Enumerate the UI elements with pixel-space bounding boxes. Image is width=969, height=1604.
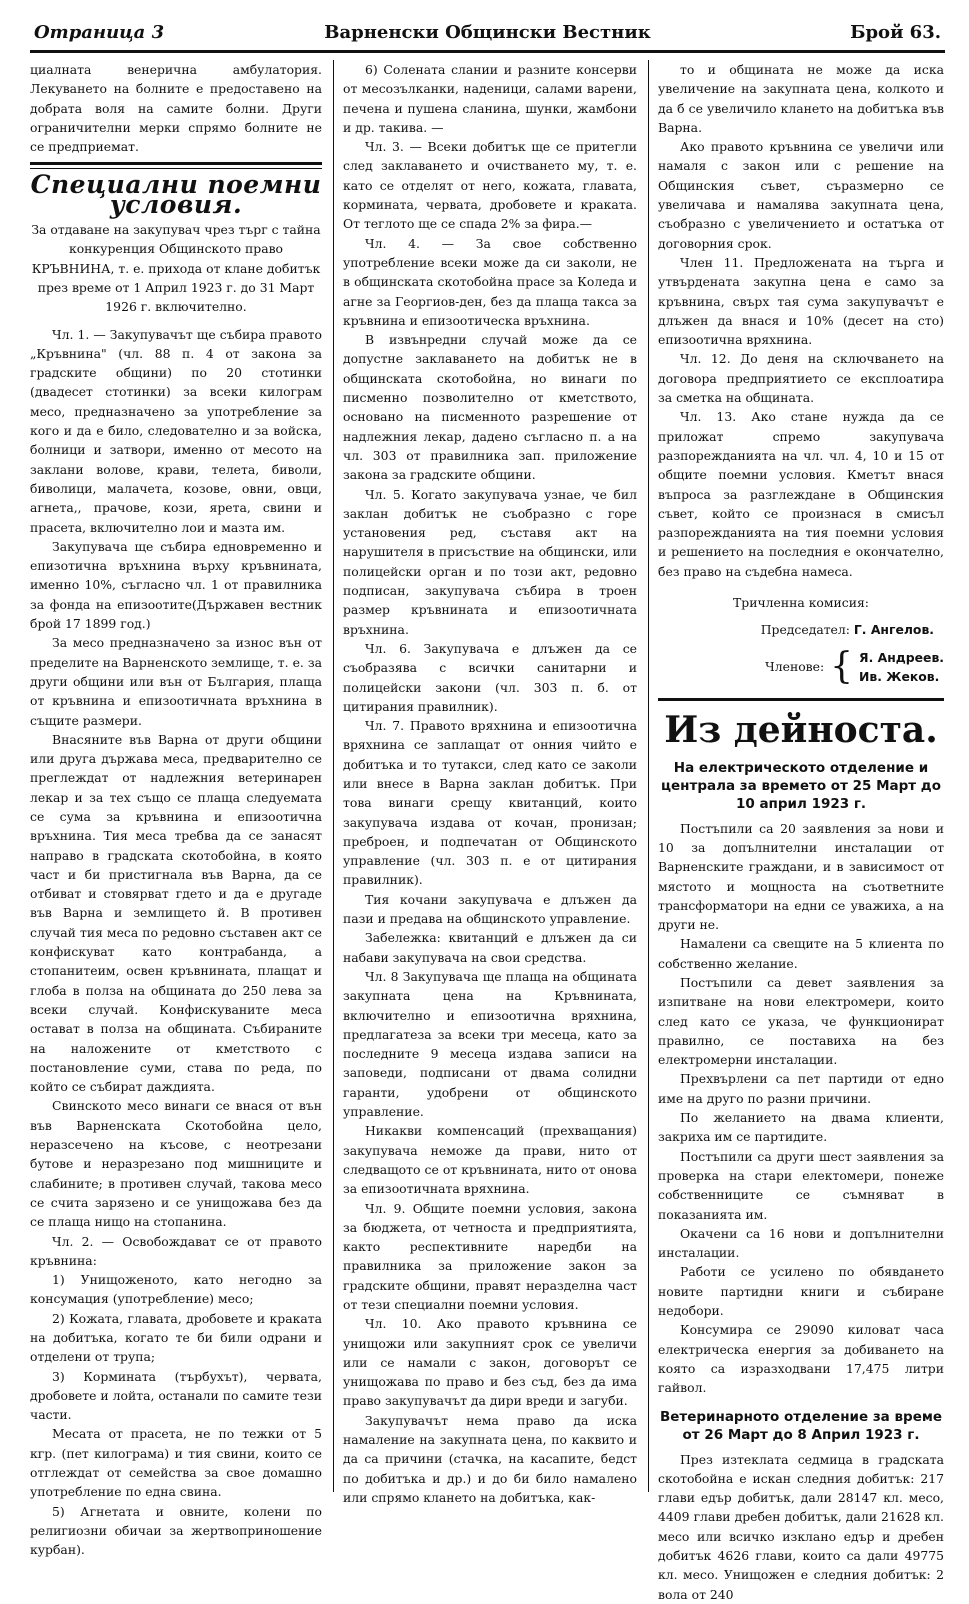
paragraph: Работи се усилено по обявдането новите партидни книги и събиране недобори. (658, 1264, 944, 1319)
section-divider (30, 168, 322, 169)
paragraph: Чл. 3. — Всеки добитък ще се притегли след заклаването и очистването му, т. е. като се отделят от него, кожата, главата, кормината, червата, дробовете и краката. От теглото ще се спада 2% за фира.— (343, 139, 637, 232)
commission-chairman (658, 620, 944, 639)
paragraph: Чл. 6. Закупувача е длъжен да се съобразява с всички санитарни и полицейски закони (чл. 303 п. б. от цитирания правилник). (343, 640, 637, 714)
paragraph: Закупувача ще събира едновременно и епизотична връхнина върху кръвнината, именно 10%, съгласно чл. 1 от правилника за фонда на епизоотите(Държавен вестник брой 17 1899 год.) (30, 538, 322, 632)
chairman-name: Г. Ангелов. (853, 622, 934, 638)
commission-title: Тричленна комисия: (733, 595, 869, 611)
note-paragraph: Забележка: квитанций е длъжен да си набави закупувача на свои средства. (343, 930, 637, 965)
paragraph: то и общината не може да иска увеличение на закупната цена, колкото и да б се увеличило клането на добитъка във Варна. (658, 62, 944, 135)
paragraph: 2) Кожата, главата, дробовете и краката на добитъка, когато те би били одрани и отделени от трупа; (30, 1310, 322, 1365)
paragraph: 3) Корминатa (търбухът), червата, дробовете и лойта, останали по самите тези части. (30, 1368, 322, 1423)
paragraph: Чл. 8 Закупувача ще плаща на общината закупната цена на Кръвнината, включително и епизоотична вряхнина, предлагатеза за всеки три месеца, като за последните 9 месеца издава записи на заповеди, подписани от двама солидни гаранти, удобрени от общинското управление. (343, 968, 637, 1120)
page-number: Отраница 3 (34, 22, 165, 43)
section-title: Из дейноста. (664, 708, 938, 751)
paragraph: Чл. 10. Ако правото кръвнина се унищожи или закупният срок се увеличи или се намали с закон, договорът се унищожава по право и без съд, без да има право закупувачът да дири вреди и загуби. (343, 1316, 637, 1409)
paragraph: Тия кочани закупувача е длъжен да пази и предава на общинското управление. (343, 891, 637, 927)
section-heading: Специални поемни условия. (30, 170, 322, 219)
subsection-title: Ветеринарното отделение за време от 26 Март до 8 Април 1923 г. (659, 1408, 943, 1443)
commission-members (658, 645, 944, 687)
paragraph: Внасяните във Варна от други общини или друга държава меса, предварително се преглеждат от надлежния ветеринарен лекар и за тех също се плаща следуемата се сума за кръвнина и епизоотична връхнина. Тия меса требва да се занасят направо в градската скотобойна, в която част и би пристигнала във Варна, да се отбиват и стовярват гдето и да е другаде във Варна и землището й. В противен случай тия меса по редовно съставен акт се конфискуват като контрабанда, а стопанитеим, освен кръвнината, плащат и глоба в полза на общината до 250 лева за всеки случай. Конфискуваните меса остават в полза на общината. Събираните на наложените от кметството с постановление суми, става по реда, по който се събират даждията. (30, 731, 322, 1095)
member-name: Ив. Жеков. (859, 668, 940, 684)
paragraph: Чл. 13. Ако стане нужда да се приложат спремо закупувача разпорежданията на чл. чл. 4, 10 и 15 от общите поемни условия. Кметът внася въпроса за разглеждане в Общинския съвет, който се произнася в смисъл разпорежданията на тия поемни условия и решението на последния е окончателно, без право на съдебна намеса. (658, 409, 944, 579)
paragraph: 5) Агнетата и овните, колени по религиозни обичаи за жертвоприношение курбан). (30, 1503, 322, 1558)
issue-number: Брой 63. (850, 22, 941, 43)
paragraph: През изтеклата седмица в градската скотобойна е искан следния добитък: 217 глави едър добитък, дали 28147 кл. месо, 4409 глави дребен добитък, дали 21628 кл. месо или всичко изклано едър и дребен добитък 4626 глави, които са дали 49775 кл. месо. Унищожен е следния добитък: 2 вола от 240 (658, 1451, 944, 1602)
members-label: Членове: (765, 658, 825, 674)
column-divider (648, 60, 649, 1492)
paragraph: За месо предназначено за износ вън от пределите на Варненското землище, т. е. за други общини или вън от България, плаща от кръвнина и епизоотичната връхнина в същите размери. (30, 635, 322, 728)
column-divider (333, 60, 334, 1492)
paragraph: Чл. 9. Общите поемни условия, закона за бюджета, от четноста и предприятията, както респективните наредби на правилника за приложение закон за градските общини, правят неразделна част от тези специални поемни условия. (343, 1200, 637, 1312)
chairman-label: Председател: (760, 622, 850, 638)
paragraph: Никакви компенсаций (прехващания) закупувача неможе да прави, нито от следващото се от кръвнината, нито от онова за епизоотичната вряхнина. (343, 1123, 637, 1197)
paragraph: Свинското месо винаги се внася от вън във Варненската Скотобойна цело, неразсечено на късове, с неотрезани бутове и неразрезано под мишниците и слабините; в противен случай, такова месо се счита зарязено и се унищожава без да се плаща нищо на стопанина. (30, 1098, 322, 1230)
column-3 (658, 60, 944, 1604)
members-names (859, 648, 944, 686)
paragraph: Месата от прасета, не по тежки от 5 кгр. (пет килограма) и тия свини, които се отглеждат от семейства за свое домашно употребление по една свина. (30, 1426, 322, 1500)
paragraph: Ако правото кръвнина се увеличи или намаля с закон или с решение на Общинския съвет, съразмерно се увеличава и намалява закупната цена, съобразно с увеличението и остатъка от договорния срок. (658, 139, 944, 251)
paragraph: Консумира се 29090 киловат часа електрическа енергия за добиването на която са изразходвани 17,475 литри гайвол. (658, 1322, 944, 1396)
paragraph: циалната венерична амбулатория. Лекуването на болните е предоставено на добрата воля на самите болни. Други ограничителни мерки спрямо болните не се предприемат. (30, 62, 322, 155)
brace-glyph: { (830, 645, 854, 687)
section-divider (658, 698, 944, 701)
paragraph: Постъпили са други шест заявления за проверка на стари електомери, понеже собственниците се съмняват в показанията им. (658, 1148, 944, 1222)
paragraph: Чл. 5. Когато закупувача узнае, че бил заклан добитък не съобразно с горе установения ред, съставя акт на нарушителя в присъствие на общински, или полицейски орган и по този акт, редовно подписан, закупувача събира в троен размер кръвнината и епизоотичната връхнина. (343, 486, 637, 637)
page-header (30, 18, 945, 53)
paragraph: По желанието на двама клиенти, закриха им се партидите. (658, 1110, 944, 1145)
column-2 (343, 60, 637, 1507)
paragraph: Чл. 1. — Закупувачът ще събира правото „Кръвнина" (чл. 88 п. 4 от закона за градските общини) по 20 стотинки (двадесет стотинки) за всеки килограм месо, предназначено за употребление за кого и да е било, следователно и за войска, болници и затвори, именно от месото на заклани волове, крави, телета, биволи, биволици, малачета, козове, овни, овци, агнета,, прачове, кози, ярета, свини и прасета, включително лои и мазта им. (30, 326, 322, 535)
paragraph: Чл. 4. — За свое собственно употребление всеки може да си заколи, не в общинската скотобойна прасе за Коледа и агне за Георгиов-ден, без да плаща такса за кръвнина и епизоотическа връхнина. (343, 235, 637, 328)
paragraph: Закупувачът нема право да иска намаление на закупната цена, по каквито и да са причини (стачка, на касапите, бедст по добитъка и др.) и до би било намалено или спрямо клането на добитъка, как- (343, 1412, 637, 1505)
paragraph: Чл. 2. — Освобождават се от правото кръвнина: (30, 1233, 322, 1268)
paragraph: Прехвърлени са пет партиди от едно име на друго по разни причини. (658, 1071, 944, 1106)
member-name: Я. Андреев. (859, 649, 944, 665)
intro-paragraph: За отдаване на закупувач чрез търг с тайна конкуренция Общинското право КРЪВНИНА, т. е. прихода от клане добитък през времe от 1 Април 1923 г. до 31 Март 1926 г. включително. (31, 222, 321, 315)
paragraph: Окачени са 16 нови и допълнителни инсталации. (658, 1225, 944, 1261)
paragraph: Намалени са свещите на 5 клиента по собственно желание. (658, 936, 944, 971)
paragraph: Постъпили са девет заявления за изпитване на нови електромери, които след като се указа, че функционират правилно, се поставиха на без електромерни инсталации. (658, 974, 944, 1068)
section-divider (30, 162, 322, 165)
paragraph: Чл. 12. До деня на сключването на договора предприятието се експлоатира за сметка на общината. (658, 351, 944, 406)
paragraph: 6) Солената слании и разните консерви от месозълканки, наденици, салами варени, печена и пушена сланина, шунки, жамбони и др. такива. — (343, 62, 637, 135)
column-1 (30, 60, 322, 1560)
paragraph: Чл. 7. Правото вряхнина и епизоотична вряхнина се заплащат от онния чийто е добитъка и то тутакси, след като се заколи или внесе в Варна заклан добитък. При това винаги срещу квитанций, които закупувача издава от кочан, пронизан; преброен, и подпечатан от Общинското управление (чл. 303 п. е от цитирания правилник). (343, 718, 637, 888)
paragraph: Постъпили са 20 заявления за нови и 10 за допълнителни инсталации от Варненските граждани, и в зависимост от мястото и мощноста на съответните трансформатори на едни се уважиха, а на други не. (658, 820, 944, 933)
paragraph: В извънредни случай може да се допустне заклаването на добитък не в общинската скотобойна, но винаги по писменно позволително от кметството, основано на писменното разрешение от надлежния лекар, дадено съгласно п. а на чл. 303 от правилника зап. приложение закона за градските общини. (343, 332, 637, 483)
paragraph: Член 11. Предложената на търга и утвърдената закупна цена е само за кръвнина, свърх тая сума закупувачът е длъжен да внася и 10% (десет на сто) епизоотична вряхнина. (658, 254, 944, 348)
subsection-title: На електрическото отделение и централа за времето от 25 Март до 10 април 1923 г. (661, 759, 941, 812)
paragraph: 1) Унищоженото, като негодно за консумация (употребление) месо; (30, 1272, 322, 1307)
newspaper-title: Варненски Общински Вестник (324, 22, 651, 43)
